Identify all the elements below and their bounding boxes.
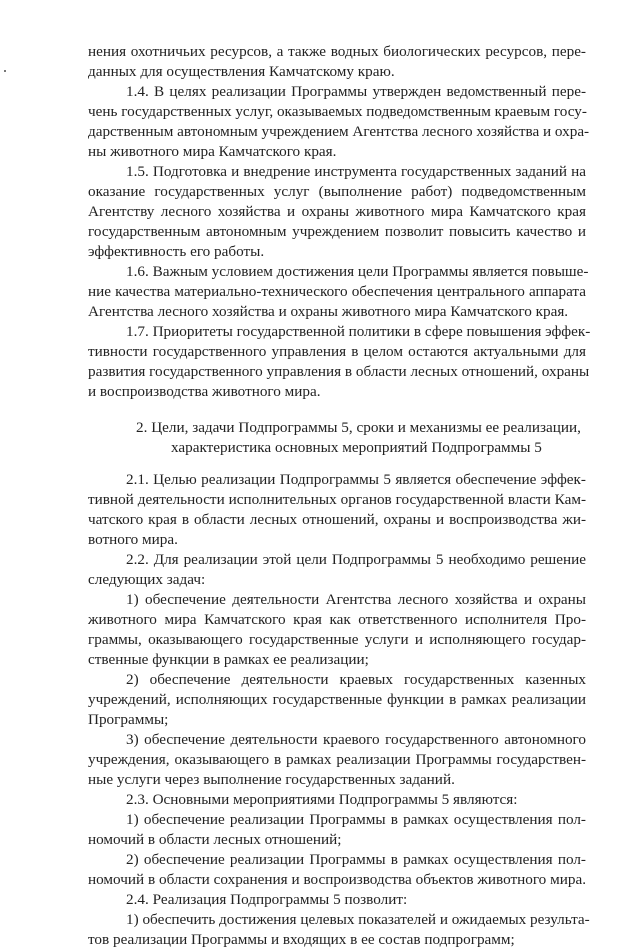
- text-line: 2.2. Для реализации этой цели Подпрограммы 5 необходимо решение: [126, 551, 586, 568]
- text-line: номочий в области сохранения и воспроизводства объектов животного мира.: [88, 871, 586, 888]
- text-line: 1) обеспечить достижения целевых показателей и ожидаемых результа-: [126, 911, 590, 928]
- text-line: чень государственных услуг, оказываемых подведомственным краевым госу-: [88, 103, 587, 120]
- text-line: дарственным автономным учреждением Агентства лесного хозяйства и охра-: [88, 123, 590, 140]
- text-line: учреждений, исполняющих государственные функции в рамках реализации: [88, 691, 586, 708]
- text-line: номочий в области лесных отношений;: [88, 831, 342, 848]
- text-line: 2.1. Целью реализации Подпрограммы 5 является обеспечение эффек-: [126, 471, 586, 488]
- text-line: ние качества материально-технического обеспечения центрального аппарата: [88, 283, 586, 300]
- text-line: граммы, оказывающего государственные услуги и исполняющего государ-: [88, 631, 586, 648]
- text-line: развития государственного управления в области лесных отношений, охраны: [88, 363, 590, 380]
- text-line: учреждения, оказывающего в рамках реализации Программы государствен-: [88, 751, 586, 768]
- text-line: ны животного мира Камчатского края.: [88, 143, 337, 160]
- text-line: чатского края в области лесных отношений, охраны и воспроизводства жи-: [88, 511, 586, 528]
- text-line: 1) обеспечение реализации Программы в рамках осуществления пол-: [126, 811, 586, 828]
- section-heading: характеристика основных мероприятий Подпрограммы 5: [171, 439, 542, 456]
- text-line: 2) обеспечение деятельности краевых государственных казенных: [126, 671, 586, 688]
- text-line: вотного мира.: [88, 531, 178, 548]
- text-line: тивной деятельности исполнительных органов государственной власти Кам-: [88, 491, 586, 508]
- text-line: 1.7. Приоритеты государственной политики в сфере повышения эффек-: [126, 323, 591, 340]
- text-line: Агентству лесного хозяйства и охраны животного мира Камчатского края: [88, 203, 586, 220]
- text-line: Агентства лесного хозяйства и охраны животного мира Камчатского края.: [88, 303, 569, 320]
- text-line: и воспроизводства животного мира.: [88, 383, 321, 400]
- text-line: 2.4. Реализация Подпрограммы 5 позволит:: [126, 891, 408, 908]
- text-line: животного мира Камчатского края как ответственного исполнителя Про-: [88, 611, 586, 628]
- text-line: эффективность его работы.: [88, 243, 265, 260]
- text-line: нения охотничьих ресурсов, а также водных биологических ресурсов, пере-: [88, 43, 586, 60]
- text-line: ные услуги через выполнение государственных заданий.: [88, 771, 455, 788]
- scan-speck: [4, 70, 6, 72]
- text-line: следующих задач:: [88, 571, 206, 588]
- text-line: Программы;: [88, 711, 169, 728]
- text-line: ственные функции в рамках ее реализации;: [88, 651, 369, 668]
- text-line: тов реализации Программы и входящих в ее состав подпрограмм;: [88, 931, 515, 948]
- text-line: 1.5. Подготовка и внедрение инструмента государственных заданий на: [126, 163, 586, 180]
- text-line: государственным автономным учреждением позволит повысить качество и: [88, 223, 586, 240]
- text-line: 2.3. Основными мероприятиями Подпрограммы 5 являются:: [126, 791, 518, 808]
- text-line: 3) обеспечение деятельности краевого государственного автономного: [126, 731, 586, 748]
- text-line: оказание государственных услуг (выполнение работ) подведомственным: [88, 183, 586, 200]
- text-line: 1.6. Важным условием достижения цели Программы является повыше-: [126, 263, 589, 280]
- text-line: данных для осуществления Камчатскому краю.: [88, 63, 395, 80]
- text-line: 1.4. В целях реализации Программы утвержден ведомственный пере-: [126, 83, 586, 100]
- text-line: тивности государственного управления в целом остаются актуальными для: [88, 343, 586, 360]
- text-line: 2) обеспечение реализации Программы в рамках осуществления пол-: [126, 851, 586, 868]
- text-line: 1) обеспечение деятельности Агентства лесного хозяйства и охраны: [126, 591, 586, 608]
- section-heading: 2. Цели, задачи Подпрограммы 5, сроки и механизмы ее реализации,: [136, 419, 581, 436]
